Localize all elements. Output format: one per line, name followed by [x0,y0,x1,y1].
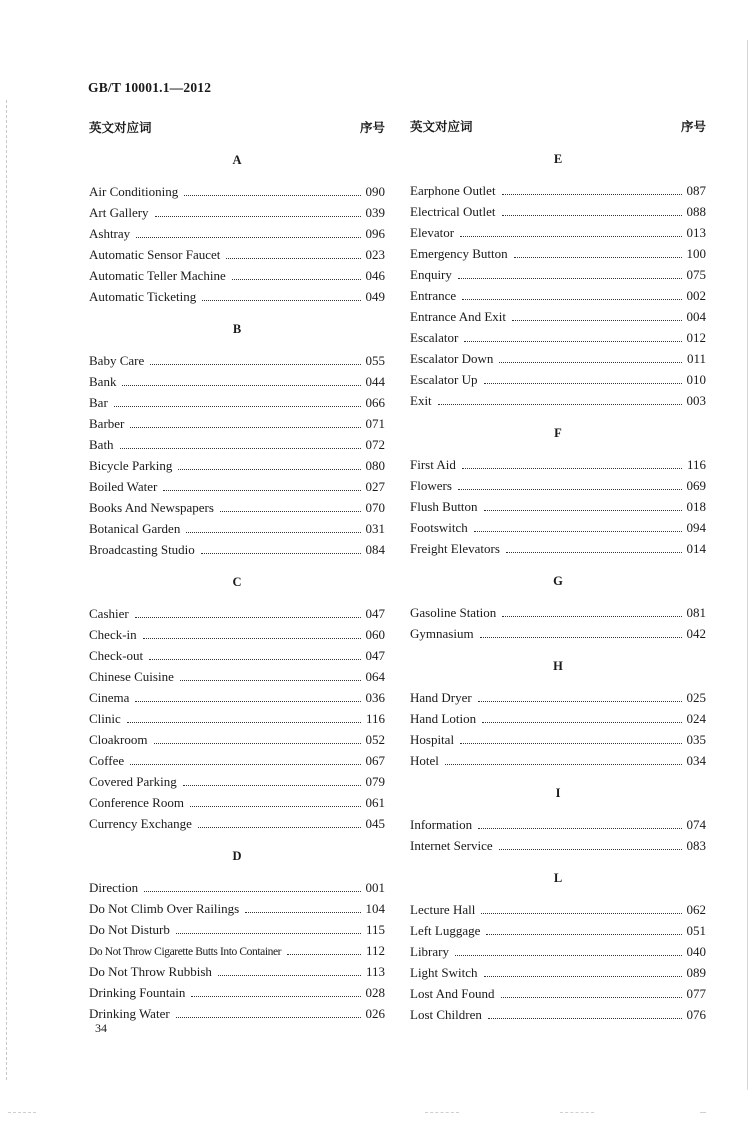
entry-number: 088 [686,204,706,219]
entry-term: Do Not Disturb [89,922,170,937]
index-entry [89,645,385,666]
entry-number: 066 [365,395,385,410]
dot-leader [502,194,682,195]
index-entry [410,729,706,750]
entry-number: 047 [365,606,385,621]
index-entry [410,750,706,771]
entry-term: Ashtray [89,226,131,241]
section [410,423,706,571]
index-entry [410,201,706,222]
section-letter: B [232,322,242,336]
section [89,846,385,1036]
index-entry [89,708,385,729]
entry-term: Earphone Outlet [410,183,496,198]
dot-leader [183,785,361,786]
dot-leader [154,743,361,744]
entry-term: Internet Service [410,838,493,853]
entry-term: Automatic Ticketing [89,289,197,304]
entry-term: Gasoline Station [410,605,497,620]
dot-leader [462,299,681,300]
entry-number: 116 [365,711,385,726]
entry-number: 104 [365,901,385,916]
dot-leader [502,215,682,216]
dot-leader [163,490,360,491]
entry-number: 044 [365,374,385,389]
index-entry [89,223,385,244]
entry-term: Barber [89,416,125,431]
index-entry [410,941,706,962]
entry-term: Hand Dryer [410,690,472,705]
term-heading: 英文对应词 [89,120,152,135]
dot-leader [122,385,360,386]
index-entry [410,687,706,708]
dot-leader [499,849,682,850]
dot-leader [488,1018,682,1019]
index-entry [410,835,706,856]
dot-leader [130,427,360,428]
entry-term: Bar [89,395,108,410]
entry-number: 028 [365,985,385,1000]
page-edge-right [747,40,748,1090]
index-entry [89,286,385,307]
entry-number: 045 [365,816,385,831]
entry-number: 055 [365,353,385,368]
dot-leader [482,722,681,723]
entry-number: 115 [365,922,385,937]
index-entry [410,1004,706,1025]
section-letter: C [232,575,242,589]
index-entry [89,350,385,371]
entry-number: 023 [365,247,385,262]
entry-number: 075 [686,267,706,282]
dot-leader [136,237,360,238]
entry-term: Hotel [410,753,439,768]
entry-number: 070 [365,500,385,515]
dot-leader [462,468,682,469]
entry-number: 067 [365,753,385,768]
entry-number: 083 [686,838,706,853]
dot-leader [480,637,682,638]
index-entry [410,327,706,348]
dot-leader [484,510,682,511]
entry-term: Cinema [89,690,130,705]
entry-number: 012 [686,330,706,345]
index-entry [89,792,385,813]
entry-term: Freight Elevators [410,541,500,556]
standard-code: GB/T 10001.1—2012 [88,80,212,95]
index-entry [89,455,385,476]
entry-term: Enquiry [410,267,452,282]
entry-number: 072 [365,437,385,452]
entry-term: Air Conditioning [89,184,179,199]
left-column-header [89,118,385,138]
entry-term: Entrance And Exit [410,309,507,324]
section-letter: A [232,153,242,167]
entry-number: 031 [365,521,385,536]
entry-term: Check-out [89,648,144,663]
index-entry [89,813,385,834]
dot-leader [201,553,361,554]
entry-number: 060 [365,627,385,642]
entry-number: 046 [365,268,385,283]
entry-term: Chinese Cuisine [89,669,174,684]
page-edge-left [6,100,7,1080]
entry-number: 061 [365,795,385,810]
entry-number: 014 [686,541,706,556]
entry-term: Broadcasting Studio [89,542,195,557]
entry-term: Light Switch [410,965,478,980]
dot-leader [481,913,681,914]
entry-term: Currency Exchange [89,816,192,831]
dot-leader [506,552,682,553]
entry-number: 081 [686,605,706,620]
index-entry [410,306,706,327]
dot-leader [127,722,361,723]
index-entry [410,920,706,941]
dot-leader [176,1017,361,1018]
section-letter: E [553,152,563,166]
bottom-rule-3 [560,1112,594,1113]
index-entry [410,243,706,264]
entry-term: Drinking Water [89,1006,170,1021]
entry-term: Escalator Down [410,351,494,366]
index-entry [410,962,706,983]
entry-term: First Aid [410,457,456,472]
section-letter: H [553,659,563,673]
dot-leader [180,680,361,681]
bottom-rule-1 [8,1112,36,1113]
entry-number: 027 [365,479,385,494]
index-entry [89,624,385,645]
entry-term: Flush Button [410,499,478,514]
dot-leader [135,701,360,702]
entry-term: Check-in [89,627,137,642]
entry-term: Coffee [89,753,125,768]
entry-number: 002 [686,288,706,303]
entry-term: Flowers [410,478,452,493]
entry-number: 051 [686,923,706,938]
entry-number: 100 [686,246,706,261]
right-column [410,117,706,1037]
entry-term: Automatic Teller Machine [89,268,226,283]
entry-number: 089 [686,965,706,980]
dot-leader [474,531,682,532]
index-entry [89,265,385,286]
entry-term: Entrance [410,288,457,303]
entry-number: 052 [365,732,385,747]
entry-term: Boiled Water [89,479,158,494]
section-letter: I [555,786,561,800]
index-entry [89,539,385,560]
bottom-rule-4 [700,1112,706,1113]
dot-leader [226,258,360,259]
entry-term: Electrical Outlet [410,204,496,219]
section-letter: F [554,426,562,440]
entry-term: Bank [89,374,117,389]
dot-leader [186,532,360,533]
entry-number: 040 [686,944,706,959]
entry-term: Do Not Throw Rubbish [89,964,212,979]
index-entry [410,369,706,390]
dot-leader [438,404,682,405]
entry-term: Escalator [410,330,459,345]
entry-number: 024 [686,711,706,726]
index-entry [89,202,385,223]
index-entry [410,285,706,306]
index-entry [410,222,706,243]
index-entry [410,538,706,559]
dot-leader [114,406,361,407]
entry-term: Baby Care [89,353,145,368]
index-entry [89,181,385,202]
dot-leader [484,976,682,977]
entry-term: Exit [410,393,432,408]
section-letter: L [553,871,563,885]
entry-number: 047 [365,648,385,663]
entry-number: 026 [365,1006,385,1021]
page-number: 34 [95,1021,107,1035]
dot-leader [218,975,361,976]
entry-number: 039 [365,205,385,220]
entry-number: 001 [365,880,385,895]
dot-leader [130,764,360,765]
number-heading: 序号 [359,120,385,135]
index-entry [89,518,385,539]
entry-term: Covered Parking [89,774,177,789]
index-entry [89,244,385,265]
entry-number: 062 [686,902,706,917]
entry-number: 049 [365,289,385,304]
entry-term: Gymnasium [410,626,474,641]
section-letter: G [553,574,563,588]
dot-leader [184,195,360,196]
index-entry [410,517,706,538]
entry-number: 112 [365,943,385,958]
index-entry [89,687,385,708]
entry-number: 018 [686,499,706,514]
section [410,571,706,656]
dot-leader [514,257,682,258]
index-entry [410,264,706,285]
index-entry [410,348,706,369]
index-entry [410,496,706,517]
section [89,150,385,319]
index-entry [89,1003,385,1024]
entry-number: 096 [365,226,385,241]
entry-number: 013 [686,225,706,240]
entry-term: Lost And Found [410,986,495,1001]
index-entry [410,708,706,729]
index-entry [89,961,385,982]
dot-leader [120,448,361,449]
entry-number: 042 [686,626,706,641]
index-entry [410,180,706,201]
entry-term: Cashier [89,606,129,621]
index-entry [410,899,706,920]
dot-leader [202,300,360,301]
section-letter: D [232,849,242,863]
dot-leader [458,278,682,279]
index-entry [410,475,706,496]
entry-term: Bicycle Parking [89,458,173,473]
index-entry [410,454,706,475]
entry-term: Art Gallery [89,205,149,220]
dot-leader [190,806,361,807]
dot-leader [287,954,361,955]
entry-term: Do Not Throw Cigarette Butts Into Container [89,946,282,958]
index-entry [89,729,385,750]
dot-leader [478,701,682,702]
entry-term: Bath [89,437,114,452]
entry-number: 077 [686,986,706,1001]
dot-leader [245,912,360,913]
dot-leader [512,320,681,321]
index-entry [89,434,385,455]
entry-number: 076 [686,1007,706,1022]
section [410,656,706,783]
dot-leader [499,362,682,363]
index-entry [89,476,385,497]
entry-term: Information [410,817,473,832]
entry-term: Do Not Climb Over Railings [89,901,240,916]
section [410,149,706,423]
dot-leader [143,638,361,639]
section [89,319,385,572]
dot-leader [198,827,361,828]
entry-number: 035 [686,732,706,747]
index-entry [410,623,706,644]
entry-term: Library [410,944,449,959]
entry-term: Hand Lotion [410,711,477,726]
entry-number: 036 [365,690,385,705]
left-column [89,118,385,1036]
entry-number: 011 [686,351,706,366]
entry-term: Books And Newspapers [89,500,214,515]
section [410,868,706,1037]
entry-term: Hospital [410,732,455,747]
entry-number: 074 [686,817,706,832]
entry-term: Emergency Button [410,246,508,261]
entry-number: 004 [686,309,706,324]
entry-term: Footswitch [410,520,468,535]
right-column-header [410,117,706,137]
index-entry [410,602,706,623]
dot-leader [144,891,360,892]
dot-leader [178,469,360,470]
bottom-rule-2 [425,1112,459,1113]
entry-term: Botanical Garden [89,521,181,536]
term-heading: 英文对应词 [410,119,473,134]
index-entry [89,392,385,413]
entry-term: Lost Children [410,1007,482,1022]
entry-number: 064 [365,669,385,684]
index-entry [89,413,385,434]
entry-number: 094 [686,520,706,535]
index-entry [89,877,385,898]
entry-number: 084 [365,542,385,557]
entry-number: 116 [686,457,706,472]
index-entry [89,497,385,518]
entry-term: Automatic Sensor Faucet [89,247,221,262]
dot-leader [455,955,682,956]
dot-leader [445,764,682,765]
section [410,783,706,868]
index-entry [89,666,385,687]
entry-number: 113 [365,964,385,979]
number-heading: 序号 [680,119,706,134]
entry-number: 025 [686,690,706,705]
entry-number: 080 [365,458,385,473]
dot-leader [232,279,361,280]
entry-number: 071 [365,416,385,431]
entry-term: Clinic [89,711,121,726]
dot-leader [191,996,360,997]
index-entry [89,750,385,771]
entry-term: Cloakroom [89,732,148,747]
entry-term: Left Luggage [410,923,481,938]
dot-leader [460,743,681,744]
dot-leader [150,364,360,365]
dot-leader [501,997,682,998]
section [89,572,385,846]
entry-number: 087 [686,183,706,198]
entry-term: Escalator Up [410,372,478,387]
dot-leader [464,341,681,342]
dot-leader [502,616,681,617]
entry-term: Lecture Hall [410,902,476,917]
entry-term: Conference Room [89,795,184,810]
index-entry [89,371,385,392]
index-entry [89,982,385,1003]
entry-number: 090 [365,184,385,199]
dot-leader [155,216,361,217]
index-entry [89,940,385,961]
entry-term: Elevator [410,225,455,240]
dot-leader [149,659,360,660]
index-entry [410,390,706,411]
index-entry [410,983,706,1004]
dot-leader [135,617,361,618]
entry-number: 079 [365,774,385,789]
dot-leader [478,828,681,829]
entry-number: 010 [686,372,706,387]
index-entry [410,814,706,835]
entry-term: Direction [89,880,139,895]
entry-term: Drinking Fountain [89,985,186,1000]
dot-leader [176,933,361,934]
dot-leader [460,236,681,237]
dot-leader [458,489,682,490]
index-entry [89,603,385,624]
entry-number: 069 [686,478,706,493]
index-entry [89,771,385,792]
dot-leader [484,383,682,384]
entry-number: 003 [686,393,706,408]
index-entry [89,898,385,919]
dot-leader [220,511,361,512]
dot-leader [486,934,681,935]
index-entry [89,919,385,940]
entry-number: 034 [686,753,706,768]
